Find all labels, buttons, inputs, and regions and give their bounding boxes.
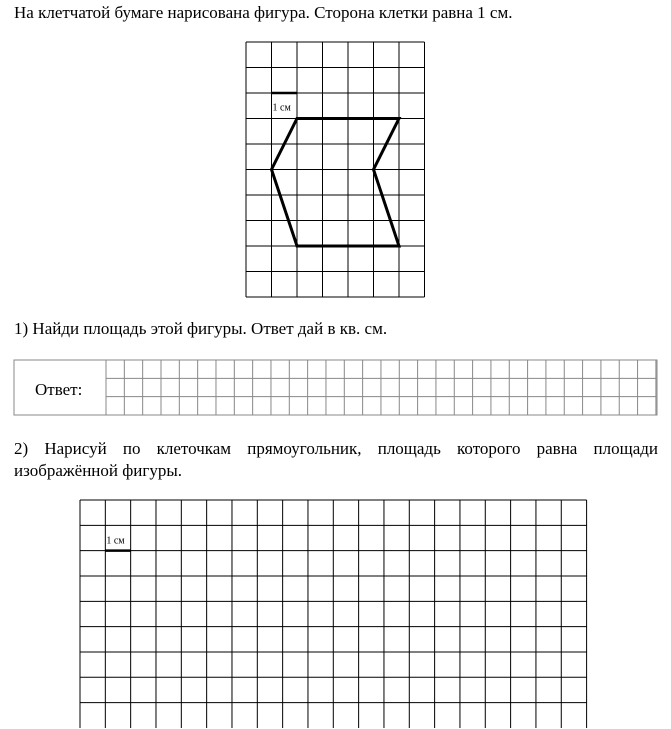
- answer-label: Ответ:: [35, 380, 83, 399]
- question-2: 2) Нарисуй по клеточкам прямоугольник, площадь которого равна площади изображённой фигуры.: [14, 439, 658, 480]
- drawing-grid-lines: [80, 500, 587, 728]
- scale-label-2: 1 см: [106, 535, 125, 547]
- scale-label: 1 см: [272, 102, 291, 114]
- question-1: 1) Найди площадь этой фигуры. Ответ дай в кв. см.: [14, 319, 388, 338]
- intro-text: На клетчатой бумаге нарисована фигура. Сторона клетки равна 1 см.: [14, 3, 513, 22]
